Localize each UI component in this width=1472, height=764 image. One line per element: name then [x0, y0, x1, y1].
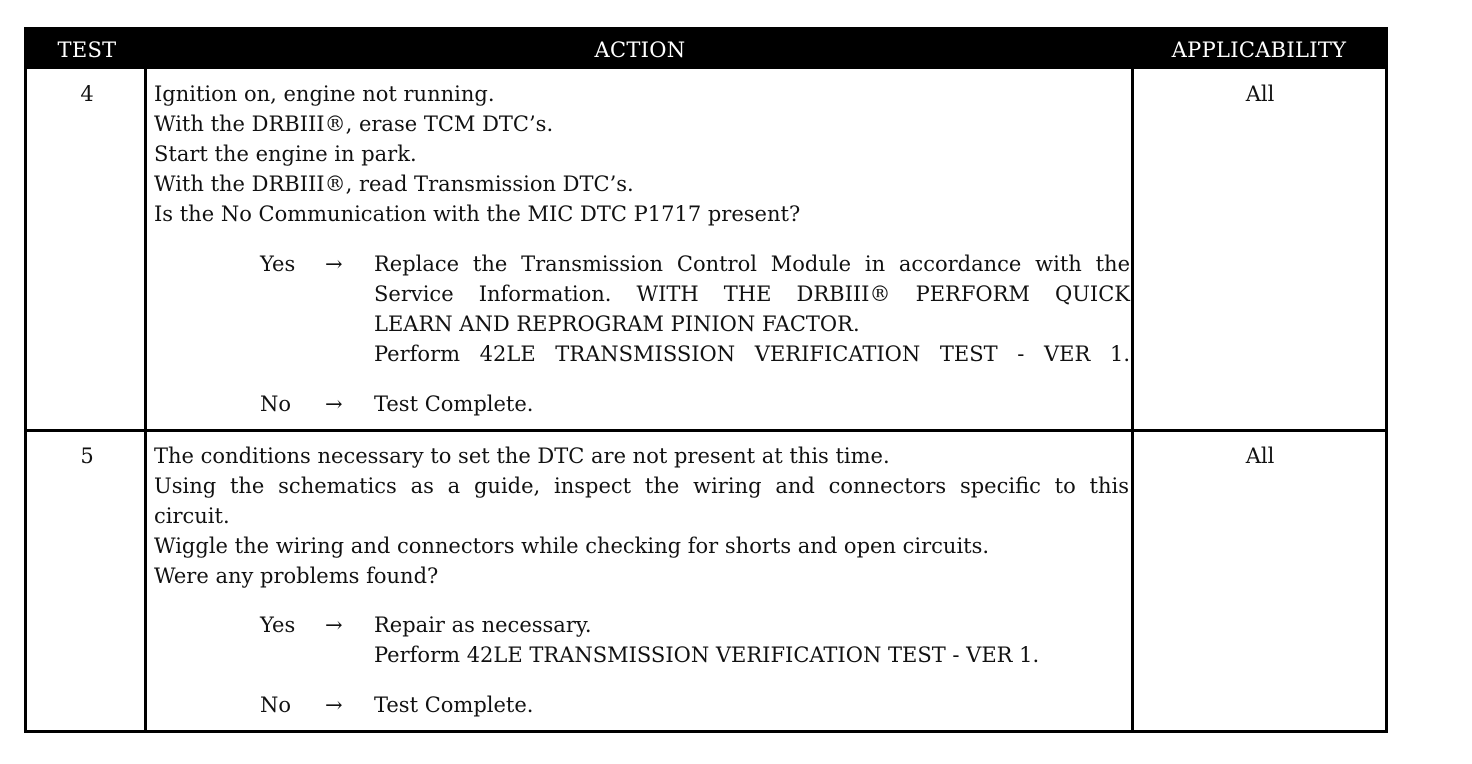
table-header: [27, 30, 1385, 69]
header-action: ACTION: [594, 38, 686, 62]
applicability-value: All: [1245, 444, 1275, 468]
action-line: Were any problems found?: [154, 564, 439, 588]
action-line: With the DRBIII®, erase TCM DTC’s.: [154, 112, 554, 136]
no-action: [374, 389, 1130, 419]
arrow-right-icon: →: [325, 392, 343, 416]
no-action: [374, 690, 1130, 720]
action-text: [154, 79, 1129, 229]
arrow-right-icon: →: [325, 613, 343, 637]
action-line: Is the No Communication with the MIC DTC P1717 present?: [154, 202, 801, 226]
row-divider: [27, 429, 1385, 432]
action-line: The conditions necessary to set the DTC are not present at this time.: [154, 444, 890, 468]
action-line: Ignition on, engine not running.: [154, 82, 495, 106]
yes-line: Perform 42LE TRANSMISSION VERIFICATION TEST - VER 1.: [374, 643, 1040, 667]
action-line: Start the engine in park.: [154, 142, 417, 166]
no-line: Test Complete.: [374, 392, 534, 416]
no-line: Test Complete.: [374, 693, 534, 717]
yes-line: Perform 42LE TRANSMISSION VERIFICATION TEST - VER 1.: [374, 342, 1130, 366]
header-test: TEST: [57, 38, 117, 62]
column-divider: [144, 69, 147, 730]
action-line: Wiggle the wiring and connectors while checking for shorts and open circuits.: [154, 534, 990, 558]
test-number: 5: [80, 444, 94, 468]
action-text: [154, 441, 1129, 591]
no-label: No: [260, 392, 292, 416]
column-divider: [1131, 69, 1134, 730]
header-applicability: APPLICABILITY: [1171, 38, 1347, 62]
yes-line: Repair as necessary.: [374, 613, 592, 637]
applicability-value: All: [1245, 82, 1275, 106]
yes-action: [374, 249, 1130, 369]
arrow-right-icon: →: [325, 693, 343, 717]
action-line: circuit.: [154, 504, 230, 528]
action-line: Using the schematics as a guide, inspect the wiring and connectors specific to this: [154, 474, 1129, 498]
diagnostic-test-table: [24, 27, 1388, 733]
yes-action: [374, 610, 1130, 670]
yes-label: Yes: [260, 613, 296, 637]
yes-line: Replace the Transmission Control Module in accordance with the: [374, 252, 1130, 276]
yes-line: Service Information. WITH THE DRBIII® PERFORM QUICK: [374, 282, 1130, 306]
test-number: 4: [80, 82, 94, 106]
yes-label: Yes: [260, 252, 296, 276]
no-label: No: [260, 693, 292, 717]
action-line: With the DRBIII®, read Transmission DTC’s.: [154, 172, 634, 196]
arrow-right-icon: →: [325, 252, 343, 276]
yes-line: LEARN AND REPROGRAM PINION FACTOR.: [374, 312, 860, 336]
